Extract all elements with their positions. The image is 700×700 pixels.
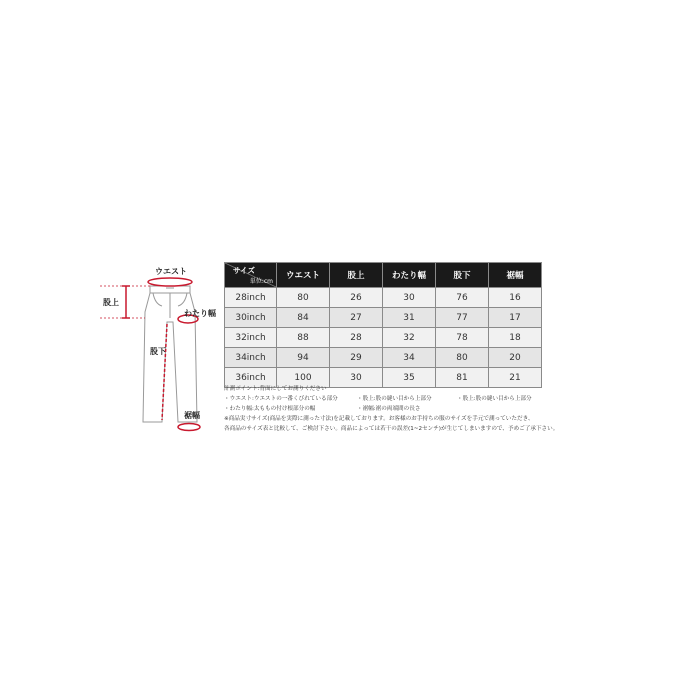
inseam-label: 股下: [150, 347, 166, 356]
note-thigh: ・わたり幅:太ももの付け根部分の幅: [224, 406, 316, 412]
size-cell: 30inch: [225, 308, 277, 328]
rise-value: 30: [330, 368, 383, 388]
thigh-label: わたり幅: [184, 309, 216, 318]
thigh-value: 34: [383, 348, 436, 368]
note-hem: ・裾幅:裾の両端間の長さ: [357, 406, 421, 412]
hem-value: 17: [489, 308, 542, 328]
size-header-cell: [225, 263, 277, 288]
measurement-notes: [224, 384, 694, 434]
inseam-value: 77: [436, 308, 489, 328]
table-row: [225, 288, 542, 308]
notes-title-row: [224, 384, 694, 394]
table-row: [225, 308, 542, 328]
table-row: [225, 328, 542, 348]
note-disclaimer-1: ※商品実寸サイズ(商品を実際に測った寸法)を記載しております。お客様のお手持ちの服のサイズを手元で測っていただき、: [224, 416, 534, 422]
size-cell: 32inch: [225, 328, 277, 348]
rise-value: 26: [330, 288, 383, 308]
notes-line: [224, 394, 694, 404]
column-header-thigh: わたり幅: [383, 263, 436, 288]
note-rise: ・股上:股の縫い目から上部分: [357, 396, 432, 402]
notes-line: [224, 404, 694, 414]
size-cell: 36inch: [225, 368, 277, 388]
hem-value: 21: [489, 368, 542, 388]
note-disclaimer-2: 各商品のサイズ表と比較して、ご検討下さい。商品によっては若干の誤差(1~2センチ)が生じてしまいますので、予めご了承下さい。: [224, 426, 559, 432]
table-row: [225, 348, 542, 368]
table-header-row: [225, 263, 542, 288]
inseam-value: 80: [436, 348, 489, 368]
waist-value: 100: [277, 368, 330, 388]
rise-value: 27: [330, 308, 383, 328]
inseam-value: 78: [436, 328, 489, 348]
inseam-value: 81: [436, 368, 489, 388]
size-header-label: サイズ: [233, 266, 255, 275]
thigh-value: 31: [383, 308, 436, 328]
column-header-hem: 裾幅: [489, 263, 542, 288]
column-header-rise: 股上: [330, 263, 383, 288]
column-header-waist: ウエスト: [277, 263, 330, 288]
hem-label: 裾幅: [184, 411, 200, 420]
note-waist: ・ウエスト:ウエストの一番くびれている部分: [224, 396, 338, 402]
column-header-inseam: 股下: [436, 263, 489, 288]
rise-label: 股上: [103, 298, 119, 307]
waist-value: 88: [277, 328, 330, 348]
size-cell: 28inch: [225, 288, 277, 308]
notes-line: [224, 414, 694, 424]
pants-measurement-diagram: [100, 262, 220, 442]
hem-value: 20: [489, 348, 542, 368]
waist-label: ウエスト: [155, 267, 187, 276]
size-cell: 34inch: [225, 348, 277, 368]
notes-line: [224, 424, 694, 434]
thigh-value: 35: [383, 368, 436, 388]
size-chart-table: [224, 262, 542, 388]
thigh-value: 32: [383, 328, 436, 348]
thigh-value: 30: [383, 288, 436, 308]
hem-value: 18: [489, 328, 542, 348]
waist-value: 84: [277, 308, 330, 328]
waist-value: 94: [277, 348, 330, 368]
waist-value: 80: [277, 288, 330, 308]
unit-label: 単位:cm: [249, 278, 273, 285]
note-rise-2: ・股上:股の縫い目から上部分: [457, 396, 532, 402]
rise-value: 28: [330, 328, 383, 348]
hem-value: 16: [489, 288, 542, 308]
notes-title: 計測ポイント:背面にしてお測りください: [224, 386, 327, 392]
inseam-value: 76: [436, 288, 489, 308]
rise-value: 29: [330, 348, 383, 368]
